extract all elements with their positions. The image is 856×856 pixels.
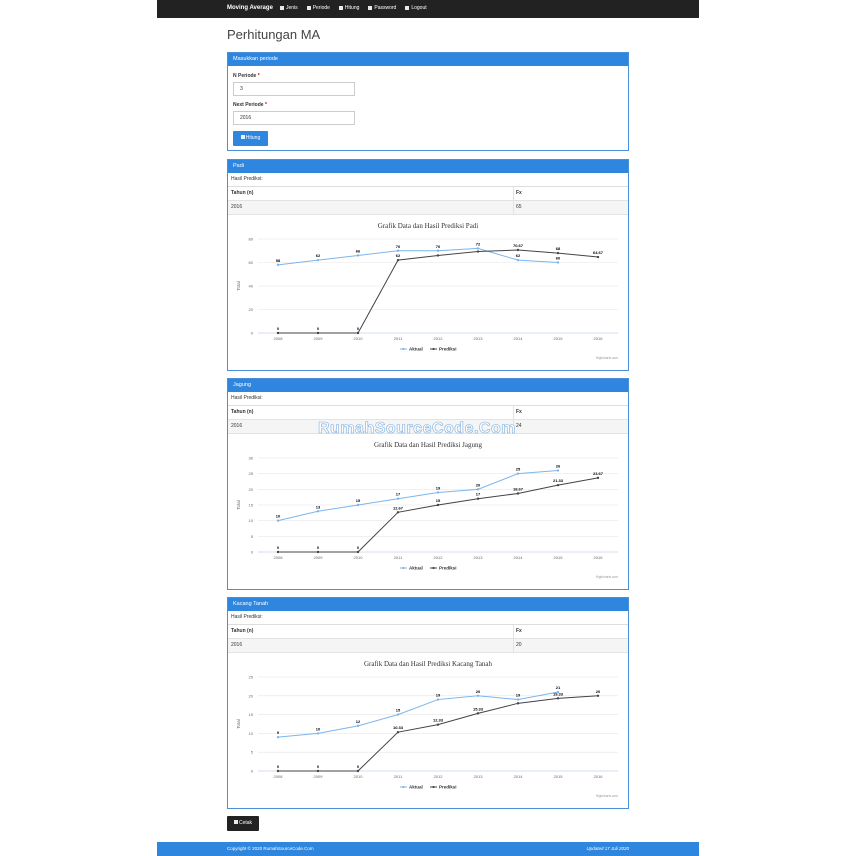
data-point: [397, 731, 399, 733]
chart-padi: [228, 215, 628, 361]
data-label: 17: [395, 491, 401, 497]
y-tick-label: 40: [248, 283, 253, 289]
data-label: 13: [315, 504, 321, 510]
data-point: [277, 551, 279, 553]
footer: [157, 842, 699, 856]
data-label: 23.67: [592, 470, 604, 476]
chart-credit: Highcharts.com: [595, 794, 618, 798]
data-label: 26: [555, 463, 561, 469]
cell-tahun: 2016: [231, 642, 243, 648]
nav-label: Logout: [411, 5, 427, 11]
legend-marker: [402, 567, 404, 569]
data-label: 62: [395, 253, 401, 259]
y-tick-label: 15: [248, 502, 253, 508]
data-point: [317, 510, 319, 512]
y-tick-label: 0: [250, 768, 253, 774]
series-line: [275, 471, 558, 521]
cell-fx: 20: [516, 642, 522, 648]
data-label: 20: [475, 688, 481, 694]
data-point: [517, 698, 519, 700]
x-tick-label: 2016: [593, 555, 603, 560]
legend-item: Prediksi: [439, 784, 457, 790]
x-tick-label: 2012: [433, 555, 443, 560]
y-tick-label: 80: [248, 236, 253, 242]
data-point: [557, 469, 559, 471]
legend-marker: [402, 348, 404, 350]
navbar: [157, 0, 699, 18]
y-tick-label: 25: [248, 674, 253, 680]
data-label: 70.67: [512, 242, 524, 248]
nav-label: Password: [374, 5, 397, 11]
data-point: [357, 504, 359, 506]
x-tick-label: 2014: [513, 555, 523, 560]
button-label: Hitung: [245, 135, 261, 141]
data-label: 21.33: [552, 478, 564, 484]
footer-copyright: Copyright © 2020 RumahSourceCode.Com: [227, 846, 314, 851]
data-point: [397, 250, 399, 252]
y-tick-label: 20: [248, 486, 253, 492]
x-tick-label: 2010: [353, 336, 363, 341]
data-point: [437, 250, 439, 252]
data-label: 20: [475, 482, 481, 488]
n-periode-label: [233, 73, 260, 79]
print-button[interactable]: [227, 816, 259, 831]
data-point: [517, 472, 519, 474]
logout-icon: [405, 6, 409, 10]
y-tick-label: 10: [248, 730, 253, 736]
data-point: [517, 492, 519, 494]
data-point: [357, 254, 359, 256]
legend-marker: [402, 786, 404, 788]
x-tick-label: 2011: [393, 336, 403, 341]
panel-title: Jagung: [228, 379, 628, 392]
data-point: [397, 259, 399, 261]
y-tick-label: 15: [248, 712, 253, 718]
x-tick-label: 2013: [473, 774, 483, 779]
data-point: [357, 725, 359, 727]
data-label: 70: [395, 243, 401, 249]
data-label: 0: [316, 545, 320, 550]
x-tick-label: 2014: [513, 774, 523, 779]
table-row: [228, 201, 628, 215]
data-point: [477, 247, 479, 249]
x-tick-label: 2013: [473, 555, 483, 560]
data-label: 12.67: [392, 505, 404, 511]
table-header: [228, 187, 628, 201]
data-point: [517, 259, 519, 261]
x-tick-label: 2012: [433, 774, 443, 779]
x-tick-label: 2008: [273, 555, 283, 560]
data-label: 18.67: [512, 486, 524, 492]
y-tick-label: 60: [248, 260, 253, 265]
data-point: [557, 252, 559, 254]
period-form-panel: [227, 52, 629, 151]
data-point: [277, 332, 279, 334]
required-mark: *: [257, 73, 260, 79]
nav-menu: [280, 5, 427, 11]
chart-title: Grafik Data dan Hasil Prediksi Jagung: [374, 441, 482, 449]
data-label: 0: [276, 764, 280, 769]
chart-svg: [228, 434, 628, 580]
data-point: [397, 511, 399, 513]
result-subtitle: Hasil Prediksi:: [228, 611, 628, 625]
data-point: [597, 477, 599, 479]
chart-svg: [228, 653, 628, 799]
data-point: [317, 770, 319, 772]
stats-icon: [241, 135, 245, 139]
data-label: 19: [515, 692, 521, 698]
legend-item: Aktual: [409, 565, 423, 571]
x-tick-label: 2011: [393, 555, 403, 560]
x-tick-label: 2015: [553, 336, 563, 341]
data-label: 62: [515, 253, 521, 259]
y-axis-label: Total: [236, 719, 241, 729]
x-tick-label: 2009: [313, 774, 323, 779]
data-point: [557, 484, 559, 486]
result-subtitle: Hasil Prediksi:: [228, 392, 628, 406]
data-point: [437, 723, 439, 725]
data-point: [517, 249, 519, 251]
result-panel-jagung: [227, 378, 629, 590]
x-tick-label: 2008: [273, 774, 283, 779]
data-label: 0: [276, 326, 280, 331]
data-point: [397, 498, 399, 500]
legend-item: Prediksi: [439, 565, 457, 571]
data-point: [357, 332, 359, 334]
data-point: [317, 259, 319, 261]
button-label: Cetak: [238, 820, 253, 826]
y-tick-label: 0: [250, 330, 253, 336]
chart-kacang-tanah: [228, 653, 628, 799]
data-point: [517, 702, 519, 704]
table-row: [228, 639, 628, 653]
data-point: [437, 254, 439, 256]
table-header: [228, 625, 628, 639]
data-label: 15: [395, 707, 401, 713]
data-point: [597, 256, 599, 258]
nav-label: Periode: [312, 5, 330, 11]
chart-credit: Highcharts.com: [595, 575, 618, 579]
x-tick-label: 2010: [353, 555, 363, 560]
next-periode-label: [233, 102, 267, 108]
legend-marker: [432, 567, 434, 569]
data-point: [277, 519, 279, 521]
x-tick-label: 2012: [433, 336, 443, 341]
data-label: 0: [316, 764, 320, 769]
data-label: 60: [555, 255, 561, 261]
panel-title: Padi: [228, 160, 628, 173]
legend-item: Prediksi: [439, 346, 457, 352]
x-tick-label: 2009: [313, 336, 323, 341]
data-label: 70: [435, 243, 441, 249]
chart-jagung: [228, 434, 628, 580]
data-point: [597, 695, 599, 697]
x-tick-label: 2014: [513, 336, 523, 341]
chart-title: Grafik Data dan Hasil Prediksi Kacang Tanah: [363, 660, 493, 668]
y-axis-label: Total: [236, 500, 241, 510]
panel-title: Masukkan periode: [228, 53, 628, 66]
result-panel-padi: [227, 159, 629, 371]
x-tick-label: 2013: [473, 336, 483, 341]
data-label: 19: [435, 692, 441, 698]
hitung-button[interactable]: [233, 131, 268, 146]
data-label: 15: [435, 498, 441, 503]
list-icon: [280, 6, 284, 10]
col-fx: Fx: [516, 190, 522, 196]
data-label: 0: [356, 764, 360, 769]
nav-label: Jenis: [286, 5, 298, 11]
legend-marker: [432, 786, 434, 788]
data-point: [357, 551, 359, 553]
data-point: [317, 732, 319, 734]
data-label: 0: [276, 545, 280, 550]
result-panel-kacang-tanah: [227, 597, 629, 809]
data-label: 17: [475, 491, 481, 497]
data-point: [317, 551, 319, 553]
cell-tahun: 2016: [231, 204, 243, 210]
data-label: 72: [475, 241, 481, 247]
data-label: 15.33: [472, 706, 484, 712]
x-tick-label: 2016: [593, 774, 603, 779]
data-label: 19: [435, 485, 441, 491]
data-label: 66: [355, 248, 361, 254]
data-point: [477, 498, 479, 500]
data-point: [557, 697, 559, 699]
col-tahun: Tahun (n): [231, 190, 254, 196]
nav-item-jenis[interactable]: [280, 5, 298, 11]
col-tahun: Tahun (n): [231, 628, 254, 634]
lock-icon: [368, 6, 372, 10]
data-label: 9: [276, 730, 280, 736]
nav-item-logout[interactable]: [405, 5, 426, 11]
stats-icon: [339, 6, 343, 10]
print-icon: [234, 820, 238, 824]
data-label: 64.67: [592, 250, 604, 256]
col-fx: Fx: [516, 628, 522, 634]
y-tick-label: 5: [250, 749, 253, 755]
y-tick-label: 25: [248, 471, 253, 477]
y-tick-label: 20: [248, 307, 253, 312]
cell-tahun: 2016: [231, 423, 243, 429]
data-label: 12: [355, 718, 361, 724]
next-periode-input[interactable]: 2016: [233, 111, 355, 125]
n-periode-input[interactable]: 3: [233, 82, 355, 96]
col-fx: Fx: [516, 409, 522, 415]
nav-label: Hitung: [344, 5, 360, 11]
data-point: [397, 713, 399, 715]
required-mark: *: [264, 102, 267, 108]
data-point: [477, 712, 479, 714]
nav-item-periode[interactable]: [307, 5, 330, 11]
data-point: [437, 504, 439, 506]
nav-item-hitung[interactable]: [339, 5, 359, 11]
x-tick-label: 2011: [393, 774, 403, 779]
data-label: 21: [555, 685, 561, 691]
x-tick-label: 2015: [553, 774, 563, 779]
table-header: [228, 406, 628, 420]
data-label: 10: [315, 726, 321, 732]
y-axis-label: Total: [236, 281, 241, 291]
calendar-icon: [307, 6, 311, 10]
panel-title: Kacang Tanah: [228, 598, 628, 611]
watermark: RumahSourceCode.Com: [318, 420, 516, 437]
data-point: [277, 770, 279, 772]
result-subtitle: Hasil Prediksi:: [228, 173, 628, 187]
chart-credit: Highcharts.com: [595, 356, 618, 360]
data-point: [437, 491, 439, 493]
data-label: 0: [356, 326, 360, 331]
data-point: [277, 264, 279, 266]
y-tick-label: 30: [248, 455, 253, 461]
footer-updated: Updated 17 Juli 2020: [586, 846, 629, 851]
data-label: 10: [275, 513, 281, 519]
col-tahun: Tahun (n): [231, 409, 254, 415]
data-point: [317, 332, 319, 334]
cell-fx: 24: [516, 423, 522, 429]
data-point: [477, 250, 479, 252]
data-label: 0: [316, 326, 320, 331]
label-text: Next Periode: [233, 102, 264, 108]
data-label: 19.33: [552, 691, 564, 697]
y-tick-label: 0: [250, 549, 253, 555]
page-title: Perhitungan MA: [227, 27, 321, 42]
data-point: [437, 698, 439, 700]
legend-item: Aktual: [409, 346, 423, 352]
legend-marker: [432, 348, 434, 350]
x-tick-label: 2015: [553, 555, 563, 560]
x-tick-label: 2016: [593, 336, 603, 341]
data-label: 0: [356, 545, 360, 550]
x-tick-label: 2008: [273, 336, 283, 341]
data-label: 62: [315, 253, 321, 259]
chart-title: Grafik Data dan Hasil Prediksi Padi: [377, 222, 479, 230]
data-label: 68: [555, 246, 561, 252]
chart-svg: [228, 215, 628, 361]
x-tick-label: 2009: [313, 555, 323, 560]
y-tick-label: 5: [250, 533, 253, 539]
data-point: [357, 770, 359, 772]
data-label: 12.33: [432, 717, 444, 723]
data-point: [477, 488, 479, 490]
legend-item: Aktual: [409, 784, 423, 790]
data-label: 58: [275, 257, 281, 263]
y-tick-label: 10: [248, 518, 253, 524]
label-text: N Periode: [233, 73, 257, 79]
data-label: 25: [515, 466, 521, 472]
y-tick-label: 20: [248, 693, 253, 699]
data-point: [477, 695, 479, 697]
brand-link[interactable]: Moving Average: [227, 5, 273, 11]
data-point: [557, 261, 559, 263]
data-label: 20: [595, 688, 601, 694]
x-tick-label: 2010: [353, 774, 363, 779]
data-point: [277, 736, 279, 738]
data-label: 15: [355, 498, 361, 503]
data-label: 10.33: [392, 725, 404, 731]
nav-item-password[interactable]: [368, 5, 396, 11]
cell-fx: 65: [516, 204, 522, 210]
